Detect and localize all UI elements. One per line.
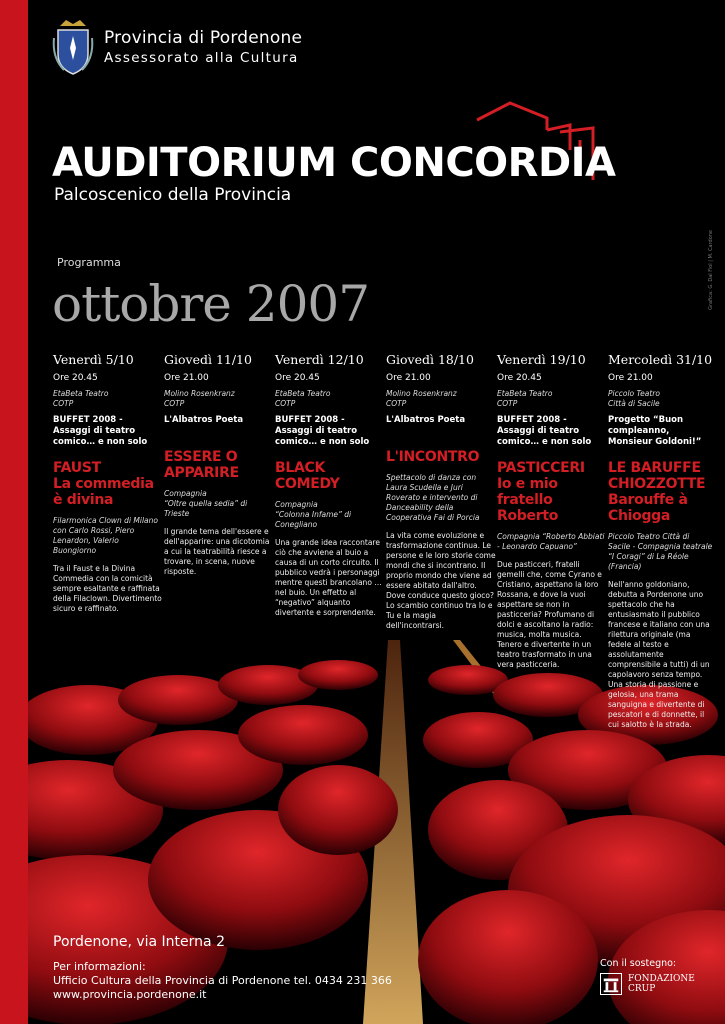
header	[52, 18, 302, 76]
event-title: BLACK COMEDY	[275, 460, 340, 492]
event-title: L'INCONTRO	[386, 449, 480, 465]
event-series: BUFFET 2008 - Assaggi di teatro comico… e non solo	[497, 415, 592, 447]
event-title: ESSERE O APPARIRE	[164, 449, 239, 481]
event-time: Ore 20.45	[53, 373, 98, 383]
event-title: FAUST La commedia è divina	[53, 460, 154, 508]
event-column	[275, 352, 385, 618]
event-title: LE BARUFFE CHIOZZOTTE Barouffe à Chiogga	[608, 460, 706, 524]
event-time: Ore 21.00	[608, 373, 653, 383]
foundation-logo-icon	[600, 973, 622, 995]
event-venue: EtaBeta Teatro COTP	[53, 389, 109, 408]
info-label: Per informazioni:	[53, 960, 146, 973]
event-time: Ore 20.45	[497, 373, 542, 383]
event-day: Giovedì 18/10	[386, 352, 474, 367]
info-office: Ufficio Cultura della Provincia di Pordenone tel. 0434 231 366	[53, 974, 392, 987]
event-company: Spettacolo di danza con Laura Scudella e Juri Roverato e intervento di Danceability della Cooperativa Fai di Porcia	[386, 473, 480, 522]
event-title: PASTICCERI Io e mio fratello Roberto	[497, 460, 585, 524]
event-day: Venerdì 5/10	[53, 352, 134, 367]
province-crest-icon	[52, 18, 94, 76]
event-venue: EtaBeta Teatro COTP	[275, 389, 331, 408]
sponsor-logo	[600, 973, 695, 995]
event-venue: Piccolo Teatro Città di Sacile	[608, 389, 660, 408]
event-day: Venerdì 12/10	[275, 352, 364, 367]
design-credit: Grafica: G. Dal Fiol | M. Cardone	[708, 230, 714, 310]
page-subtitle: Palcoscenico della Provincia	[54, 185, 292, 205]
event-description: Due pasticceri, fratelli gemelli che, come Cyrano e Cristiano, aspettano la loro Rossana, e dove la vuoi aspettare se non in pasticceria? Profumano di dolci e ascoltano la radio: musica, molta musica. Tenero e divertente in un teatro trasformato in una vera pasticceria.	[497, 560, 602, 669]
event-description: Il grande tema dell'essere e dell'apparire: una dicotomia a cui la teatrabilità riesce a trovare, in scena, nuove risposte.	[164, 527, 270, 576]
event-company: Filarmonica Clown di Milano con Carlo Rossi, Piero Lenardon, Valerio Buongiorno	[53, 516, 158, 555]
event-column	[497, 352, 607, 670]
event-company: Compagnia “Oltre quella sedia” di Trieste	[164, 489, 248, 518]
venue-address: Pordenone, via Interna 2	[53, 934, 225, 950]
event-venue: Molino Rosenkranz COTP	[164, 389, 235, 408]
event-description: La vita come evoluzione e trasformazione continua. Le persone e le loro storie come mondi che si incontrano. Il proprio mondo che viene ad essere abitato dall'altro. Dove conduce questo gioco? Lo scambio continuo tra Io e Tu e la magia dell'incontrarsi.	[386, 531, 496, 630]
event-company: Compagnia “Colonna Infame” di Conegliano	[275, 500, 352, 529]
event-description: Tra il Faust e la Divina Commedia con la comicità sempre esaltante e raffinata della Filaclown. Divertimento sicuro e raffinato.	[53, 564, 162, 613]
event-time: Ore 21.00	[164, 373, 209, 383]
event-day: Giovedì 11/10	[164, 352, 252, 367]
contact-info	[53, 960, 392, 1002]
event-time: Ore 20.45	[275, 373, 320, 383]
province-name: Provincia di Pordenone	[104, 28, 303, 48]
event-company: Piccolo Teatro Città di Sacile - Compagnia teatrale “I Coragi” di La Réole (Francia)	[608, 532, 713, 571]
event-series: BUFFET 2008 - Assaggi di teatro comico… e non solo	[53, 415, 148, 447]
event-series: L'Albatros Poeta	[164, 415, 244, 425]
department-name: Assessorato alla Cultura	[104, 50, 299, 66]
event-venue: Molino Rosenkranz COTP	[386, 389, 457, 408]
event-description: Nell'anno goldoniano, debutta a Pordenone uno spettacolo che ha entusiasmato il pubblico francese e italiano con una rilettura originale (ma fedele al testo e assolutamente comprensibile a tutti) di un capolavoro senza tempo. Una storia di passione e gelosia, una trama sanguigna e divertente di pescatori e di donnette, il cui salotto è la strada.	[608, 580, 710, 729]
event-column	[53, 352, 163, 614]
sponsor-name-line2: CRUP	[628, 984, 656, 994]
event-column	[164, 352, 274, 577]
sponsor-name-line1: FONDAZIONE	[628, 974, 695, 984]
event-company: Compagnia “Roberto Abbiati - Leonardo Capuano”	[497, 532, 605, 551]
event-series: L'Albatros Poeta	[386, 415, 466, 425]
event-series: BUFFET 2008 - Assaggi di teatro comico… e non solo	[275, 415, 370, 447]
month-heading: ottobre 2007	[52, 275, 370, 333]
event-day: Venerdì 19/10	[497, 352, 586, 367]
event-series: Progetto “Buon compleanno, Monsieur Goldoni!”	[608, 415, 702, 447]
event-venue: EtaBeta Teatro COTP	[497, 389, 553, 408]
event-description: Una grande idea raccontare ciò che avviene al buio a causa di un corto circuito. Il pubblico vedrà i personaggi mentre questi brancolano …nel buio. Un effetto al “negativo” alquanto divertente e sorprendente.	[275, 538, 382, 617]
event-column	[608, 352, 713, 730]
event-day: Mercoledì 31/10	[608, 352, 713, 367]
page-title: AUDITORIUM CONCORDIA	[52, 140, 616, 186]
website-link[interactable]: www.provincia.pordenone.it	[53, 988, 207, 1001]
program-label: Programma	[57, 256, 121, 269]
event-columns	[53, 352, 713, 752]
left-red-band	[0, 0, 28, 1024]
event-column	[386, 352, 496, 631]
event-time: Ore 21.00	[386, 373, 431, 383]
sponsor-label: Con il sostegno:	[600, 958, 677, 969]
